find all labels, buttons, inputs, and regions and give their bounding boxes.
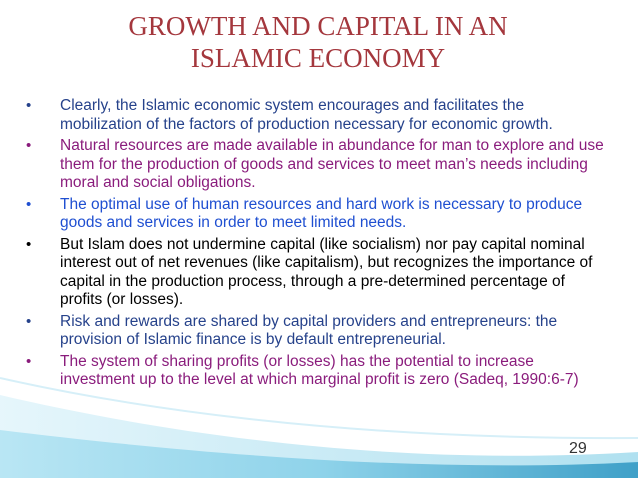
bullet-dot-icon: • (26, 312, 32, 330)
bullet-text: Clearly, the Islamic economic system encourages and facilitates the mobilization of the factors of production necessary for economic growth. (60, 97, 553, 133)
bullet-item (26, 97, 606, 134)
title-line-1: GROWTH AND CAPITAL IN AN (128, 11, 508, 41)
bullet-dot-icon: • (26, 137, 32, 154)
bullet-text: But Islam does not undermine capital (like socialism) nor pay capital nominal interest out of net revenues (like capitalism), but recognizes the importance of capital in the production process, through a pre-determined percentage of profits (or losses). (60, 235, 593, 308)
bullet-item (26, 313, 606, 350)
bullet-text: Risk and rewards are shared by capital providers and entrepreneurs: the provision of Islamic finance is by default entrepreneurial. (60, 312, 558, 348)
page-number: 29 (569, 440, 587, 457)
bullet-dot-icon: • (26, 97, 32, 114)
bullet-item (26, 236, 606, 310)
bullet-text: The optimal use of human resources and hard work is necessary to produce goods and services in order to meet limited needs. (60, 195, 583, 231)
bullet-list (26, 97, 606, 393)
bullet-dot-icon: • (26, 352, 32, 370)
bullet-text: The system of sharing profits (or losses) has the potential to increase investment up to the level at which marginal profit is zero (Sadeq, 1990:6-7) (60, 352, 579, 388)
slide-title (0, 10, 638, 74)
bullet-item (26, 353, 606, 390)
bullet-item (26, 137, 606, 193)
bullet-dot-icon: • (26, 235, 32, 253)
bullet-text: Natural resources are made available in abundance for man to explore and use them for the production of goods and services to meet man’s needs including moral and social obligations. (60, 137, 604, 191)
bullet-dot-icon: • (26, 195, 32, 213)
bullet-item (26, 196, 606, 233)
title-line-2: ISLAMIC ECONOMY (190, 43, 446, 73)
